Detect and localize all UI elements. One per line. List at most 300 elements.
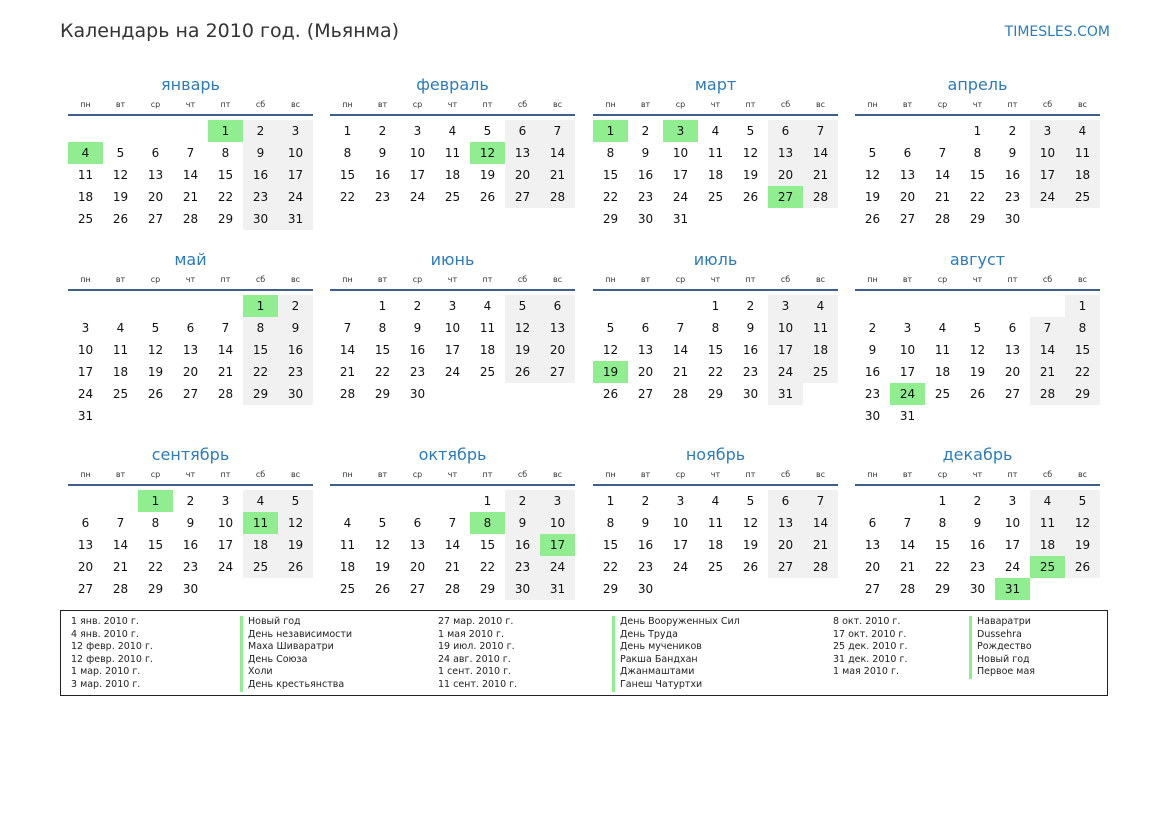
day-cell: 11 [77, 168, 94, 182]
day-cell: 14 [812, 146, 829, 160]
day-cell: 23 [374, 190, 391, 204]
month-name: март [694, 75, 737, 94]
day-cell: 26 [287, 560, 304, 574]
weekday-label: пн [80, 100, 91, 109]
day-cell: 16 [252, 168, 269, 182]
day-cell: 19 [374, 560, 391, 574]
day-cell: 5 [291, 494, 300, 508]
legend-dates-2 [438, 616, 517, 692]
day-cell: 5 [483, 124, 492, 138]
day-cell: 11 [444, 146, 461, 160]
month-name: август [949, 250, 1006, 269]
day-cell: 20 [777, 168, 794, 182]
day-cell: 25 [934, 387, 951, 401]
legend-item: Dussehra [969, 629, 1035, 642]
day-cell: 30 [864, 409, 881, 423]
day-cell: 8 [378, 321, 387, 335]
header-rule [68, 114, 313, 116]
day-cell: 17 [217, 538, 234, 552]
day-cell: 15 [374, 343, 391, 357]
day-cell: 9 [256, 146, 265, 160]
header-rule [330, 289, 575, 291]
day-cell: 9 [973, 516, 982, 530]
day-cell: 9 [518, 516, 527, 530]
day-cell: 19 [742, 538, 759, 552]
day-cell: 9 [378, 146, 387, 160]
weekday-label: вт [902, 470, 913, 479]
header-rule [593, 289, 838, 291]
day-cell: 12 [1074, 516, 1091, 530]
weekday-label: чт [710, 100, 721, 109]
day-cell: 31 [777, 387, 794, 401]
weekday-label: вс [552, 275, 563, 284]
header-rule [855, 289, 1100, 291]
day-cell: 1 [606, 494, 615, 508]
day-cell: 28 [812, 560, 829, 574]
day-cell: 28 [217, 387, 234, 401]
weekday-label: вс [1077, 100, 1088, 109]
weekday-label: пн [867, 470, 878, 479]
day-cell: 3 [553, 494, 562, 508]
legend-item: Новый год [969, 654, 1035, 667]
weekday-label: вс [815, 470, 826, 479]
day-cell: 21 [812, 168, 829, 182]
legend-item: 31 дек. 2010 г. [833, 653, 908, 665]
weekday-label: пн [605, 275, 616, 284]
day-cell: 24 [444, 365, 461, 379]
weekday-label: вс [552, 100, 563, 109]
day-cell: 10 [77, 343, 94, 357]
day-cell: 18 [707, 168, 724, 182]
day-cell: 3 [413, 124, 422, 138]
day-cell: 6 [151, 146, 160, 160]
weekday-label: сб [255, 470, 266, 479]
day-cell: 1 [938, 494, 947, 508]
day-cell: 7 [116, 516, 125, 530]
day-cell: 8 [606, 516, 615, 530]
day-cell: 5 [746, 124, 755, 138]
holiday-day-cell: 31 [995, 578, 1030, 600]
month-name: февраль [416, 75, 489, 94]
day-cell: 17 [672, 538, 689, 552]
day-cell: 25 [812, 365, 829, 379]
day-cell: 27 [409, 582, 426, 596]
day-cell: 10 [672, 516, 689, 530]
day-cell: 3 [291, 124, 300, 138]
day-cell: 16 [637, 168, 654, 182]
weekday-label: ср [150, 275, 161, 284]
month-name: май [174, 250, 207, 269]
day-cell: 13 [77, 538, 94, 552]
day-cell: 12 [742, 516, 759, 530]
holiday-day-cell: 27 [768, 186, 803, 208]
day-cell: 10 [409, 146, 426, 160]
holiday-day-cell: 24 [890, 383, 925, 405]
day-cell: 26 [602, 387, 619, 401]
legend-item: 11 сент. 2010 г. [438, 678, 518, 690]
day-cell: 19 [147, 365, 164, 379]
day-cell: 6 [413, 516, 422, 530]
weekday-label: пн [605, 100, 616, 109]
day-cell: 14 [934, 168, 951, 182]
day-cell: 19 [112, 190, 129, 204]
day-cell: 22 [374, 365, 391, 379]
day-cell: 22 [252, 365, 269, 379]
day-cell: 29 [374, 387, 391, 401]
day-cell: 29 [969, 212, 986, 226]
day-cell: 15 [479, 538, 496, 552]
legend-item: Первое мая [969, 666, 1035, 679]
day-cell: 2 [518, 494, 527, 508]
legend-item: 17 окт. 2010 г. [833, 628, 907, 640]
weekday-label: пн [605, 470, 616, 479]
day-cell: 1 [973, 124, 982, 138]
weekday-label: пн [867, 275, 878, 284]
day-cell: 4 [711, 494, 720, 508]
header-rule [68, 289, 313, 291]
day-cell: 11 [707, 516, 724, 530]
day-cell: 2 [378, 124, 387, 138]
day-cell: 14 [672, 343, 689, 357]
header-rule [330, 484, 575, 486]
day-cell: 20 [864, 560, 881, 574]
day-cell: 10 [549, 516, 566, 530]
weekday-label: пн [80, 275, 91, 284]
day-cell: 28 [899, 582, 916, 596]
day-cell: 31 [672, 212, 689, 226]
day-cell: 29 [707, 387, 724, 401]
day-cell: 30 [252, 212, 269, 226]
day-cell: 16 [637, 538, 654, 552]
day-cell: 13 [777, 516, 794, 530]
day-cell: 1 [483, 494, 492, 508]
day-cell: 24 [672, 560, 689, 574]
day-cell: 20 [147, 190, 164, 204]
day-cell: 29 [602, 582, 619, 596]
day-cell: 20 [182, 365, 199, 379]
day-cell: 29 [479, 582, 496, 596]
day-cell: 3 [676, 494, 685, 508]
weekday-label: пт [220, 470, 231, 479]
weekday-label: вт [640, 100, 651, 109]
day-cell: 11 [339, 538, 356, 552]
day-cell: 28 [812, 190, 829, 204]
weekday-label: вт [377, 470, 388, 479]
day-cell: 16 [409, 343, 426, 357]
day-cell: 12 [147, 343, 164, 357]
weekday-label: сб [780, 470, 791, 479]
day-cell: 7 [816, 124, 825, 138]
weekday-label: пт [1007, 100, 1018, 109]
legend-item: 19 июл. 2010 г. [438, 641, 515, 653]
day-cell: 29 [217, 212, 234, 226]
day-cell: 10 [1004, 516, 1021, 530]
day-cell: 23 [969, 560, 986, 574]
month-name: апрель [947, 75, 1008, 94]
day-cell: 26 [514, 365, 531, 379]
day-cell: 7 [1043, 321, 1052, 335]
day-cell: 15 [602, 538, 619, 552]
day-cell: 22 [147, 560, 164, 574]
day-cell: 7 [553, 124, 562, 138]
weekday-label: вт [115, 275, 126, 284]
holiday-day-cell: 1 [243, 295, 278, 317]
day-cell: 17 [77, 365, 94, 379]
day-cell: 19 [742, 168, 759, 182]
day-cell: 11 [812, 321, 829, 335]
day-cell: 7 [343, 321, 352, 335]
day-cell: 16 [182, 538, 199, 552]
day-cell: 8 [343, 146, 352, 160]
day-cell: 28 [182, 212, 199, 226]
day-cell: 23 [252, 190, 269, 204]
day-cell: 9 [291, 321, 300, 335]
day-cell: 9 [186, 516, 195, 530]
weekday-label: пн [80, 470, 91, 479]
legend-item: Ракша Бандхан [612, 654, 740, 667]
day-cell: 14 [339, 343, 356, 357]
day-cell: 14 [217, 343, 234, 357]
site-link[interactable]: TIMESLES.COM [1004, 24, 1110, 40]
month-name: июль [693, 250, 738, 269]
day-cell: 22 [1074, 365, 1091, 379]
legend-item: 1 мая 2010 г. [833, 666, 899, 678]
weekday-label: ср [412, 100, 423, 109]
day-cell: 17 [777, 343, 794, 357]
day-cell: 15 [147, 538, 164, 552]
day-cell: 6 [903, 146, 912, 160]
weekday-label: пт [482, 100, 493, 109]
header-rule [330, 114, 575, 116]
legend-item: День независимости [240, 629, 352, 642]
day-cell: 13 [777, 146, 794, 160]
legend-item: Маха Шиваратри [240, 641, 352, 654]
day-cell: 23 [637, 560, 654, 574]
legend-item: День Труда [612, 629, 740, 642]
holiday-day-cell: 17 [540, 534, 575, 556]
day-cell: 2 [256, 124, 265, 138]
day-cell: 8 [151, 516, 160, 530]
legend-item: Наваратри [969, 616, 1035, 629]
legend-item: Рождество [969, 641, 1035, 654]
day-cell: 24 [672, 190, 689, 204]
weekday-label: вс [290, 275, 301, 284]
weekday-label: пт [745, 470, 756, 479]
day-cell: 22 [707, 365, 724, 379]
day-cell: 16 [374, 168, 391, 182]
day-cell: 25 [479, 365, 496, 379]
header-rule [68, 484, 313, 486]
day-cell: 20 [899, 190, 916, 204]
day-cell: 31 [549, 582, 566, 596]
holiday-day-cell: 3 [663, 120, 698, 142]
weekday-label: чт [185, 275, 196, 284]
day-cell: 16 [1004, 168, 1021, 182]
day-cell: 22 [217, 190, 234, 204]
legend-names-1 [240, 616, 352, 692]
day-cell: 9 [1008, 146, 1017, 160]
day-cell: 17 [409, 168, 426, 182]
day-cell: 6 [641, 321, 650, 335]
day-cell: 5 [116, 146, 125, 160]
day-cell: 13 [182, 343, 199, 357]
day-cell: 25 [444, 190, 461, 204]
day-cell: 27 [77, 582, 94, 596]
day-cell: 4 [448, 124, 457, 138]
day-cell: 20 [777, 538, 794, 552]
legend-item: 4 янв. 2010 г. [71, 628, 139, 640]
day-cell: 24 [287, 190, 304, 204]
legend-item: 3 мар. 2010 г. [71, 678, 141, 690]
weekday-label: пн [867, 100, 878, 109]
day-cell: 11 [1074, 146, 1091, 160]
day-cell: 26 [147, 387, 164, 401]
day-cell: 5 [378, 516, 387, 530]
day-cell: 10 [287, 146, 304, 160]
day-cell: 7 [903, 516, 912, 530]
day-cell: 27 [1004, 387, 1021, 401]
day-cell: 21 [217, 365, 234, 379]
day-cell: 26 [1074, 560, 1091, 574]
day-cell: 4 [483, 299, 492, 313]
holiday-day-cell: 25 [1030, 556, 1065, 578]
day-cell: 1 [343, 124, 352, 138]
day-cell: 18 [112, 365, 129, 379]
weekday-label: сб [255, 100, 266, 109]
weekday-label: вс [815, 275, 826, 284]
day-cell: 5 [518, 299, 527, 313]
day-cell: 28 [672, 387, 689, 401]
day-cell: 4 [1078, 124, 1087, 138]
day-cell: 10 [777, 321, 794, 335]
legend-item: Джанмаштами [612, 666, 740, 679]
header-rule [855, 114, 1100, 116]
weekday-label: сб [780, 275, 791, 284]
day-cell: 25 [707, 560, 724, 574]
day-cell: 12 [374, 538, 391, 552]
day-cell: 27 [637, 387, 654, 401]
day-cell: 4 [343, 516, 352, 530]
day-cell: 8 [1078, 321, 1087, 335]
day-cell: 3 [81, 321, 90, 335]
weekday-label: пн [342, 100, 353, 109]
day-cell: 22 [479, 560, 496, 574]
weekday-label: сб [780, 100, 791, 109]
day-cell: 13 [637, 343, 654, 357]
day-cell: 1 [711, 299, 720, 313]
day-cell: 29 [934, 582, 951, 596]
day-cell: 8 [221, 146, 230, 160]
month-name: октябрь [418, 445, 487, 464]
weekday-label: чт [710, 470, 721, 479]
day-cell: 24 [217, 560, 234, 574]
holiday-day-cell: 11 [243, 512, 278, 534]
weekday-label: чт [710, 275, 721, 284]
day-cell: 9 [868, 343, 877, 357]
weekday-label: вт [115, 100, 126, 109]
day-cell: 27 [777, 560, 794, 574]
weekday-label: вт [902, 275, 913, 284]
day-cell: 10 [1039, 146, 1056, 160]
weekday-label: вт [640, 470, 651, 479]
legend-names-3 [969, 616, 1035, 679]
day-cell: 27 [864, 582, 881, 596]
day-cell: 24 [409, 190, 426, 204]
holiday-day-cell: 1 [208, 120, 243, 142]
day-cell: 26 [969, 387, 986, 401]
day-cell: 6 [553, 299, 562, 313]
day-cell: 21 [339, 365, 356, 379]
day-cell: 8 [938, 516, 947, 530]
day-cell: 13 [1004, 343, 1021, 357]
day-cell: 18 [479, 343, 496, 357]
day-cell: 6 [1008, 321, 1017, 335]
day-cell: 31 [77, 409, 94, 423]
day-cell: 15 [339, 168, 356, 182]
holiday-day-cell: 1 [593, 120, 628, 142]
legend-item: День мучеников [612, 641, 740, 654]
day-cell: 24 [549, 560, 566, 574]
day-cell: 16 [514, 538, 531, 552]
day-cell: 9 [746, 321, 755, 335]
day-cell: 14 [182, 168, 199, 182]
legend-item: 12 февр. 2010 г. [71, 653, 153, 665]
weekday-label: ср [937, 275, 948, 284]
day-cell: 23 [409, 365, 426, 379]
day-cell: 13 [549, 321, 566, 335]
day-cell: 21 [899, 560, 916, 574]
day-cell: 2 [291, 299, 300, 313]
weekday-label: чт [447, 275, 458, 284]
month-name: декабрь [942, 445, 1013, 464]
weekday-label: сб [517, 100, 528, 109]
day-cell: 6 [518, 124, 527, 138]
day-cell: 7 [676, 321, 685, 335]
month-name: сентябрь [151, 445, 230, 464]
day-cell: 12 [287, 516, 304, 530]
weekday-label: вс [815, 100, 826, 109]
weekday-label: ср [675, 275, 686, 284]
day-cell: 21 [549, 168, 566, 182]
day-cell: 31 [287, 212, 304, 226]
day-cell: 15 [707, 343, 724, 357]
weekday-label: пт [1007, 470, 1018, 479]
legend-item: Холи [240, 666, 352, 679]
weekday-label: ср [412, 275, 423, 284]
day-cell: 8 [256, 321, 265, 335]
day-cell: 10 [899, 343, 916, 357]
day-cell: 28 [549, 190, 566, 204]
day-cell: 18 [77, 190, 94, 204]
day-cell: 29 [252, 387, 269, 401]
day-cell: 22 [339, 190, 356, 204]
day-cell: 9 [413, 321, 422, 335]
day-cell: 30 [969, 582, 986, 596]
day-cell: 2 [973, 494, 982, 508]
day-cell: 4 [711, 124, 720, 138]
day-cell: 26 [742, 560, 759, 574]
day-cell: 24 [777, 365, 794, 379]
day-cell: 30 [287, 387, 304, 401]
day-cell: 5 [973, 321, 982, 335]
weekday-label: чт [972, 470, 983, 479]
day-cell: 18 [934, 365, 951, 379]
day-cell: 10 [217, 516, 234, 530]
day-cell: 15 [217, 168, 234, 182]
header-rule [593, 114, 838, 116]
weekday-label: пт [482, 275, 493, 284]
day-cell: 12 [864, 168, 881, 182]
